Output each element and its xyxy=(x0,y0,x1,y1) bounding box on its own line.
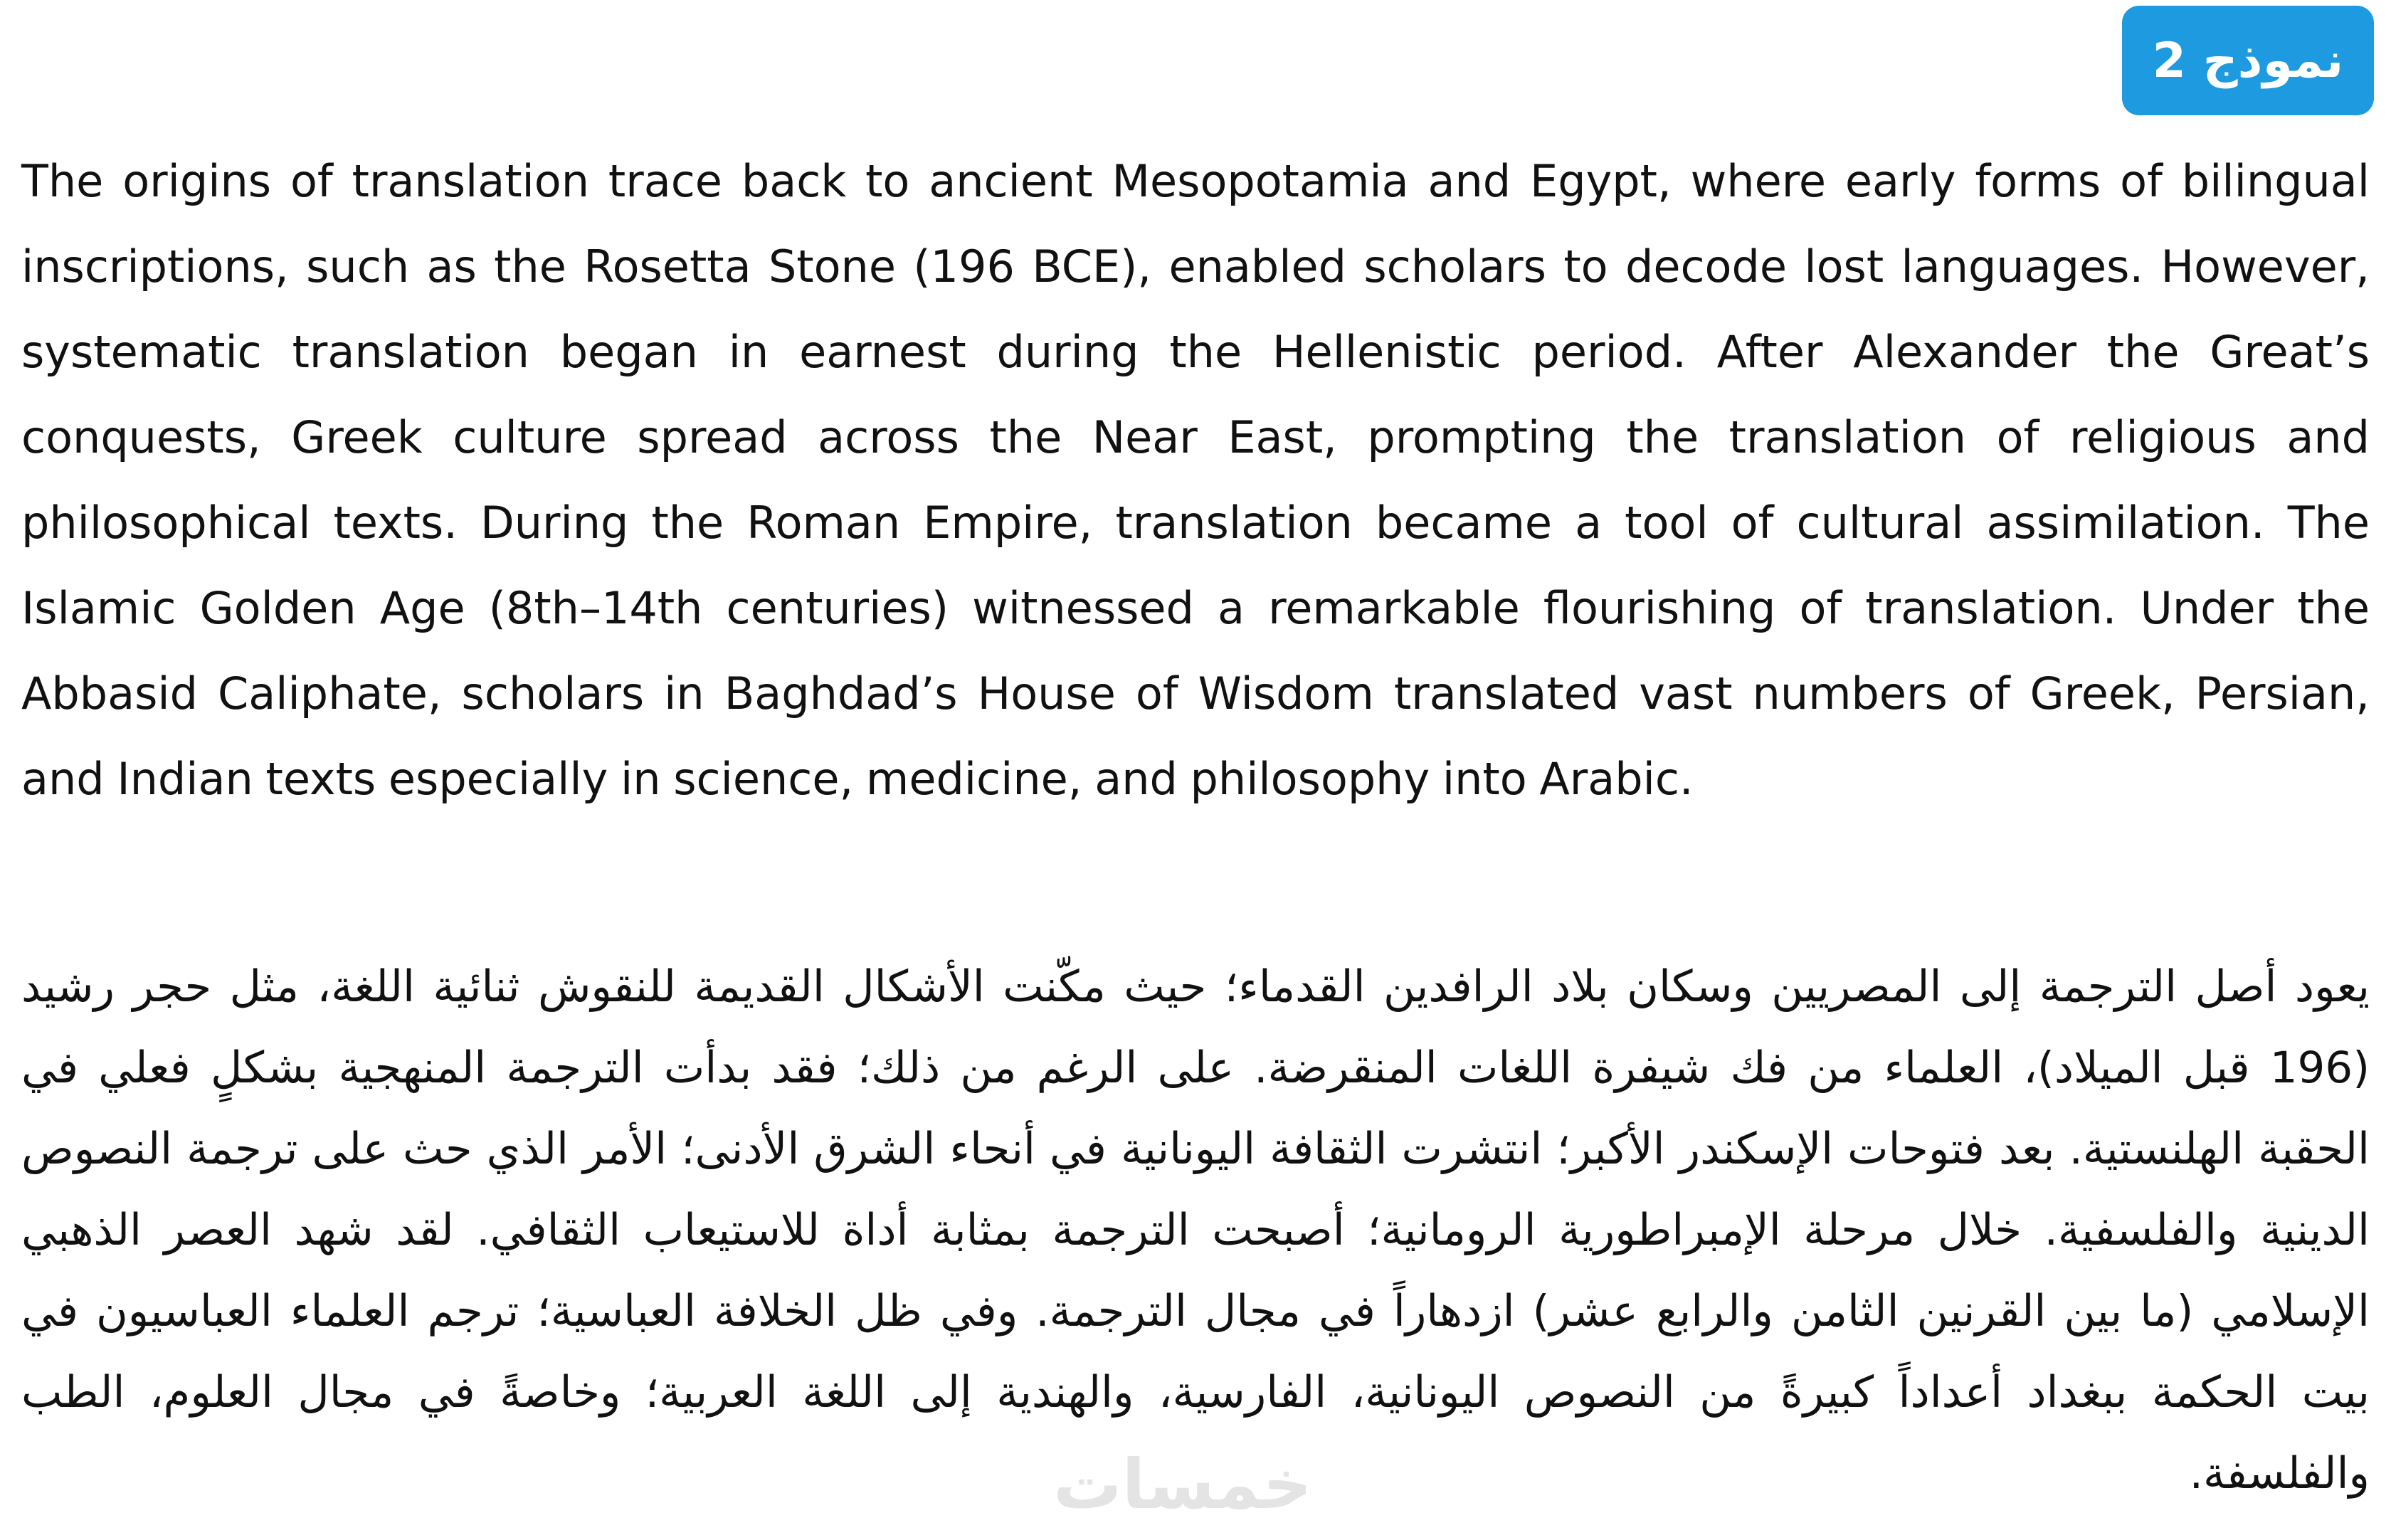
sample-badge: نموذج 2 xyxy=(2122,6,2374,115)
english-paragraph: The origins of translation trace back to ancient Mesopotamia and Egypt, where early forms of bilingual inscriptions, such as the Rosetta Stone (196 BCE), enabled scholars to decode lost languages. However, systematic translation began in earnest during the Hellenistic period. After Alexander the Great’s conquests, Greek culture spread across the Near East, prompting the translation of religious and philosophical texts. During the Roman Empire, translation became a tool of cultural assimilation. The Islamic Golden Age (8th–14th centuries) witnessed a remarkable flourishing of translation. Under the Abbasid Caliphate, scholars in Baghdad’s House of Wisdom translated vast numbers of Greek, Persian, and Indian texts especially in science, medicine, and philosophy into Arabic. xyxy=(21,155,2370,805)
watermark-logo: خمسات xyxy=(1053,1445,1312,1524)
arabic-paragraph: يعود أصل الترجمة إلى المصريين وسكان بلاد الرافدين القدماء؛ حيث مكّنت الأشكال القديمة للنقوش ثنائية اللغة، مثل حجر رشيد (196 قبل الميلاد)، العلماء من فك شيفرة اللغات المنقرضة. على الرغم من ذلك؛ فقد بدأت الترجمة المنهجية بشكلٍ فعلي في الحقبة الهلنستية. بعد فتوحات الإسكندر الأكبر؛ انتشرت الثقافة اليونانية في أنحاء الشرق الأدنى؛ الأمر الذي حث على ترجمة النصوص الدينية والفلسفية. خلال مرحلة الإمبراطورية الرومانية؛ أصبحت الترجمة بمثابة أداة للاستيعاب الثقافي. لقد شهد العصر الذهبي الإسلامي (ما بين القرنين الثامن والرابع عشر) ازدهاراً في مجال الترجمة. وفي ظل الخلافة العباسية؛ ترجم العلماء العباسيون في بيت الحكمة ببغداد أعداداً كبيرةً من النصوص اليونانية، الفارسية، والهندية إلى اللغة العربية؛ وخاصةً في مجال العلوم، الطب والفلسفة. xyxy=(21,961,2370,1499)
